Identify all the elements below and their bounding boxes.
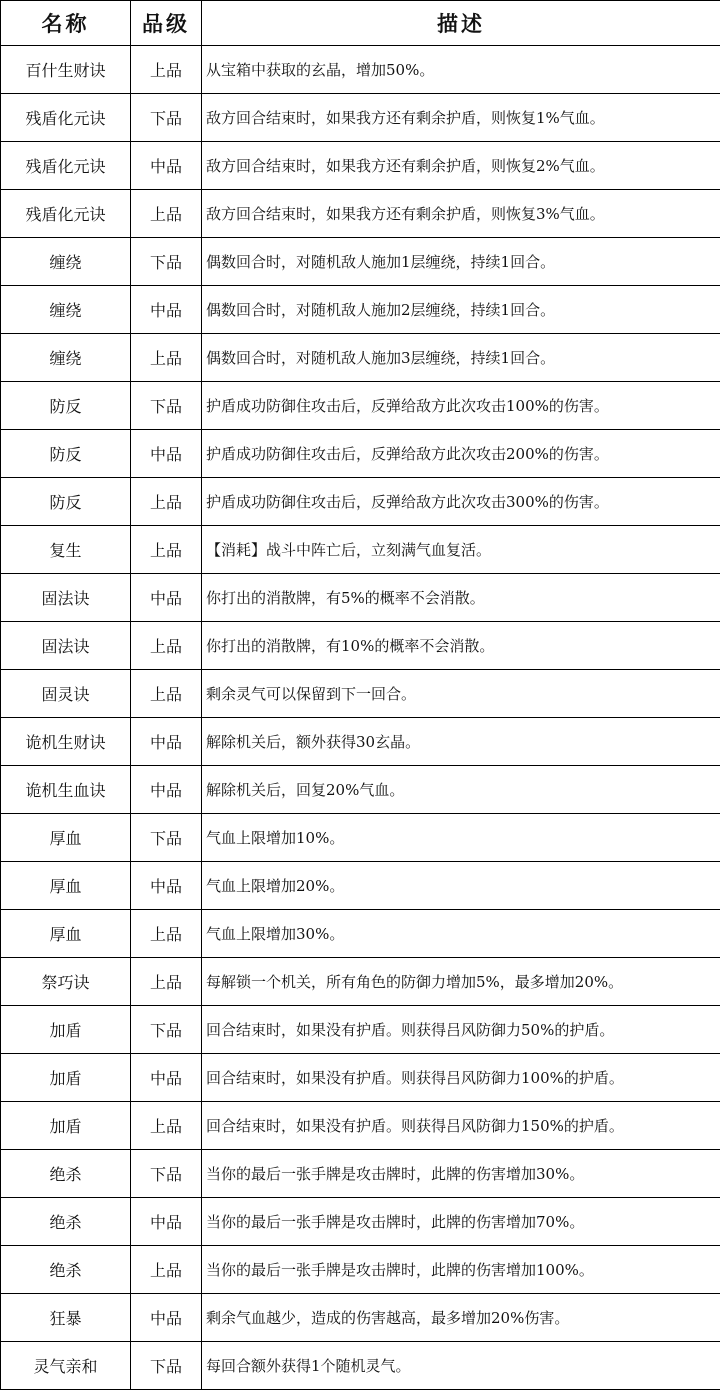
cell-grade: 上品 [131, 622, 202, 670]
table-row [1, 430, 720, 478]
cell-grade: 中品 [131, 574, 202, 622]
cell-name: 防反 [1, 382, 131, 430]
cell-description: 气血上限增加20%。 [202, 862, 720, 910]
cell-description: 气血上限增加30%。 [202, 910, 720, 958]
cell-description: 剩余气血越少，造成的伤害越高，最多增加20%伤害。 [202, 1294, 720, 1342]
cell-name: 固灵诀 [1, 670, 131, 718]
cell-description: 每解锁一个机关，所有角色的防御力增加5%，最多增加20%。 [202, 958, 720, 1006]
cell-description: 护盾成功防御住攻击后，反弹给敌方此次攻击100%的伤害。 [202, 382, 720, 430]
cell-grade: 上品 [131, 1246, 202, 1294]
cell-description: 当你的最后一张手牌是攻击牌时，此牌的伤害增加70%。 [202, 1198, 720, 1246]
table-row [1, 238, 720, 286]
cell-description: 偶数回合时，对随机敌人施加2层缠绕，持续1回合。 [202, 286, 720, 334]
cell-description: 敌方回合结束时，如果我方还有剩余护盾，则恢复2%气血。 [202, 142, 720, 190]
table-row [1, 862, 720, 910]
cell-description: 回合结束时，如果没有护盾。则获得吕风防御力50%的护盾。 [202, 1006, 720, 1054]
cell-grade: 中品 [131, 718, 202, 766]
table-row [1, 142, 720, 190]
table-row [1, 1342, 720, 1390]
cell-name: 加盾 [1, 1006, 131, 1054]
cell-grade: 下品 [131, 382, 202, 430]
cell-name: 厚血 [1, 814, 131, 862]
cell-description: 你打出的消散牌，有10%的概率不会消散。 [202, 622, 720, 670]
table-row [1, 1102, 720, 1150]
table-row [1, 1150, 720, 1198]
cell-name: 绝杀 [1, 1198, 131, 1246]
cell-name: 绝杀 [1, 1150, 131, 1198]
header-name: 名称 [1, 1, 131, 46]
table-row [1, 1294, 720, 1342]
cell-description: 气血上限增加10%。 [202, 814, 720, 862]
table-row [1, 766, 720, 814]
cell-grade: 下品 [131, 1342, 202, 1390]
table-row [1, 670, 720, 718]
cell-name: 百什生财诀 [1, 46, 131, 94]
cell-description: 解除机关后，额外获得30玄晶。 [202, 718, 720, 766]
table-row [1, 718, 720, 766]
table-row [1, 526, 720, 574]
cell-name: 厚血 [1, 910, 131, 958]
cell-name: 缠绕 [1, 286, 131, 334]
table-row [1, 46, 720, 94]
header-grade: 品级 [131, 1, 202, 46]
cell-name: 缠绕 [1, 238, 131, 286]
cell-grade: 上品 [131, 526, 202, 574]
cell-grade: 下品 [131, 814, 202, 862]
table-row [1, 190, 720, 238]
cell-name: 防反 [1, 430, 131, 478]
cell-description: 解除机关后，回复20%气血。 [202, 766, 720, 814]
cell-name: 诡机生血诀 [1, 766, 131, 814]
table-row [1, 1006, 720, 1054]
cell-grade: 下品 [131, 94, 202, 142]
cell-name: 防反 [1, 478, 131, 526]
cell-grade: 上品 [131, 670, 202, 718]
table-row [1, 574, 720, 622]
cell-name: 狂暴 [1, 1294, 131, 1342]
cell-name: 残盾化元诀 [1, 94, 131, 142]
cell-grade: 中品 [131, 286, 202, 334]
cell-name: 加盾 [1, 1054, 131, 1102]
cell-description: 偶数回合时，对随机敌人施加3层缠绕，持续1回合。 [202, 334, 720, 382]
cell-description: 偶数回合时，对随机敌人施加1层缠绕，持续1回合。 [202, 238, 720, 286]
cell-name: 加盾 [1, 1102, 131, 1150]
cell-name: 厚血 [1, 862, 131, 910]
cell-name: 残盾化元诀 [1, 190, 131, 238]
table-row [1, 1246, 720, 1294]
cell-grade: 上品 [131, 46, 202, 94]
cell-grade: 上品 [131, 478, 202, 526]
cell-grade: 中品 [131, 1294, 202, 1342]
cell-name: 缠绕 [1, 334, 131, 382]
cell-grade: 中品 [131, 1054, 202, 1102]
cell-name: 绝杀 [1, 1246, 131, 1294]
cell-grade: 上品 [131, 190, 202, 238]
cell-description: 敌方回合结束时，如果我方还有剩余护盾，则恢复3%气血。 [202, 190, 720, 238]
table-row [1, 1054, 720, 1102]
table-row [1, 334, 720, 382]
cell-grade: 下品 [131, 1150, 202, 1198]
cell-description: 当你的最后一张手牌是攻击牌时，此牌的伤害增加100%。 [202, 1246, 720, 1294]
table-row [1, 622, 720, 670]
table-row [1, 94, 720, 142]
cell-grade: 上品 [131, 334, 202, 382]
cell-description: 你打出的消散牌，有5%的概率不会消散。 [202, 574, 720, 622]
cell-description: 回合结束时，如果没有护盾。则获得吕风防御力150%的护盾。 [202, 1102, 720, 1150]
cell-name: 固法诀 [1, 574, 131, 622]
table-row [1, 382, 720, 430]
cell-grade: 中品 [131, 1198, 202, 1246]
cell-grade: 下品 [131, 1006, 202, 1054]
cell-name: 祭巧诀 [1, 958, 131, 1006]
header-row [1, 1, 720, 46]
table-row [1, 1198, 720, 1246]
cell-name: 灵气亲和 [1, 1342, 131, 1390]
cell-description: 当你的最后一张手牌是攻击牌时，此牌的伤害增加30%。 [202, 1150, 720, 1198]
header-description: 描述 [202, 1, 720, 46]
cell-grade: 中品 [131, 766, 202, 814]
cell-name: 复生 [1, 526, 131, 574]
cell-description: 敌方回合结束时，如果我方还有剩余护盾，则恢复1%气血。 [202, 94, 720, 142]
cell-grade: 上品 [131, 958, 202, 1006]
cell-grade: 中品 [131, 862, 202, 910]
cell-description: 护盾成功防御住攻击后，反弹给敌方此次攻击300%的伤害。 [202, 478, 720, 526]
cell-name: 固法诀 [1, 622, 131, 670]
cell-grade: 中品 [131, 430, 202, 478]
cell-grade: 中品 [131, 142, 202, 190]
cell-description: 每回合额外获得1个随机灵气。 [202, 1342, 720, 1390]
cell-description: 从宝箱中获取的玄晶，增加50%。 [202, 46, 720, 94]
table-row [1, 958, 720, 1006]
table-row [1, 286, 720, 334]
cell-name: 诡机生财诀 [1, 718, 131, 766]
table-row [1, 910, 720, 958]
table-row [1, 478, 720, 526]
cell-grade: 上品 [131, 910, 202, 958]
cell-description: 【消耗】战斗中阵亡后，立刻满气血复活。 [202, 526, 720, 574]
cell-grade: 下品 [131, 238, 202, 286]
table-row [1, 814, 720, 862]
cell-name: 残盾化元诀 [1, 142, 131, 190]
cell-description: 回合结束时，如果没有护盾。则获得吕风防御力100%的护盾。 [202, 1054, 720, 1102]
cell-grade: 上品 [131, 1102, 202, 1150]
cell-description: 剩余灵气可以保留到下一回合。 [202, 670, 720, 718]
cell-description: 护盾成功防御住攻击后，反弹给敌方此次攻击200%的伤害。 [202, 430, 720, 478]
